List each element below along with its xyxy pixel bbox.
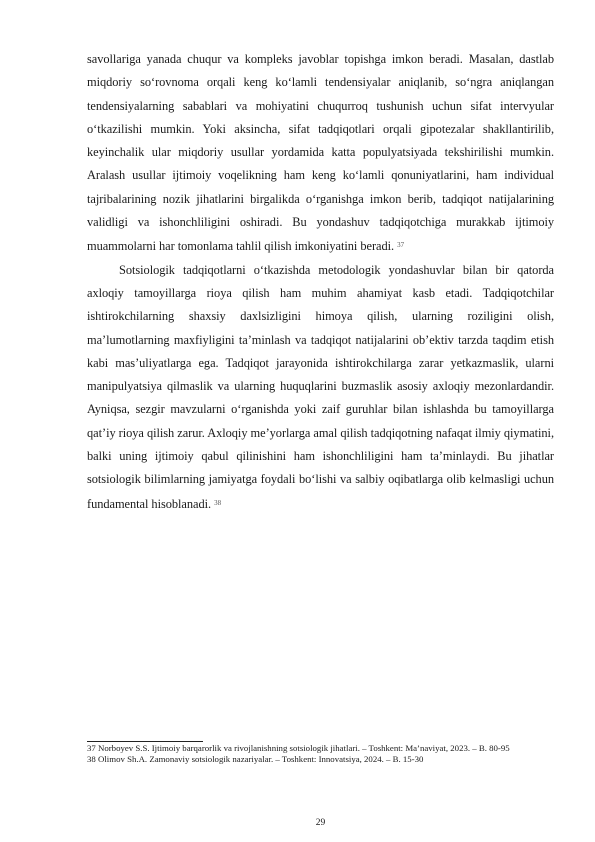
footnote-ref-37[interactable]: 37: [397, 241, 405, 250]
paragraph-1-text: savollariga yanada chuqur va kompleks javoblar topishga imkon beradi. Masalan, dastlab miqdoriy so‘rovnoma orqali keng ko‘lamli tendensiyalar aniqlanib, so‘ngra aniqlangan tendensiyalarning sabablari va mohiyatini chuqurroq tushunish uchun sifat intervyular o‘tkazilishi mumkin. Yoki aksincha, sifat tadqiqotlari orqali gipotezalar shakllantirilib, keyinchalik ular miqdoriy usullar yordamida katta populyatsiyada tekshirilishi mumkin. Aralash usullar ijtimoiy voqelikning ham keng ko‘lamli qonuniyatlarini, ham individual tajribalarining nozik jihatlarini birgalikda o‘rganishga imkon berib, tadqiqot natijalarining validligi va ishonchliligini oshiradi. Bu yondashuv tadqiqotchiga murakkab ijtimoiy muammolarni har tomonlama tahlil qilish imkoniyatini beradi.: [87, 52, 554, 254]
footnote-38: 38 Olimov Sh.A. Zamonaviy sotsiologik nazariyalar. – Toshkent: Innovatsiya, 2024. – B. 15-30: [87, 754, 424, 764]
main-text: [87, 48, 554, 516]
footnote-37: 37 Norboyev S.S. Ijtimoiy barqarorlik va rivojlanishning sotsiologik jihatlari. – Toshkent: Ma’naviyat, 2023. – B. 80-95: [87, 743, 510, 753]
footnote-separator: [87, 741, 203, 742]
paragraph-1: [87, 48, 554, 259]
paragraph-2-text: Sotsiologik tadqiqotlarni o‘tkazishda metodologik yondashuvlar bilan bir qatorda axloqiy tamoyillarga rioya qilish ham muhim ahamiyat kasb etadi. Tadqiqotchilar ishtirokchilarning shaxsiy daxlsizligini himoya qilish, ularning roziligini olish, ma’lumotlarning maxfiyligini ta’minlash va tadqiqot natijalarini ob’ektiv tarzda taqdim etish kabi mas’uliyatlarga ega. Tadqiqot jarayonida ishtirokchilarga zarar yetkazmaslik, ularni manipulyatsiya qilmaslik va ularning huquqlarini buzmaslik asosiy axloqiy mezonlardandir. Ayniqsa, sezgir mavzularni o‘rganishda yoki zaif guruhlar bilan ishlashda bu tamoyillarga qat’iy rioya qilish zarur. Axloqiy me’yorlarga amal qilish tadqiqotning nafaqat ilmiy qiymatini, balki uning ijtimoiy qabul qilinishini ham ishonchliligini ham ta’minlaydi. Bu jihatlar sotsiologik bilimlarning jamiyatga foydali bo‘lishi va salbiy oqibatlarga olib kelmasligi uchun fundamental hisoblanadi.: [87, 262, 554, 511]
page-number: 29: [315, 818, 326, 828]
footnote-ref-38[interactable]: 38: [214, 498, 222, 507]
footnotes: [87, 743, 554, 765]
paragraph-2: [87, 259, 554, 516]
